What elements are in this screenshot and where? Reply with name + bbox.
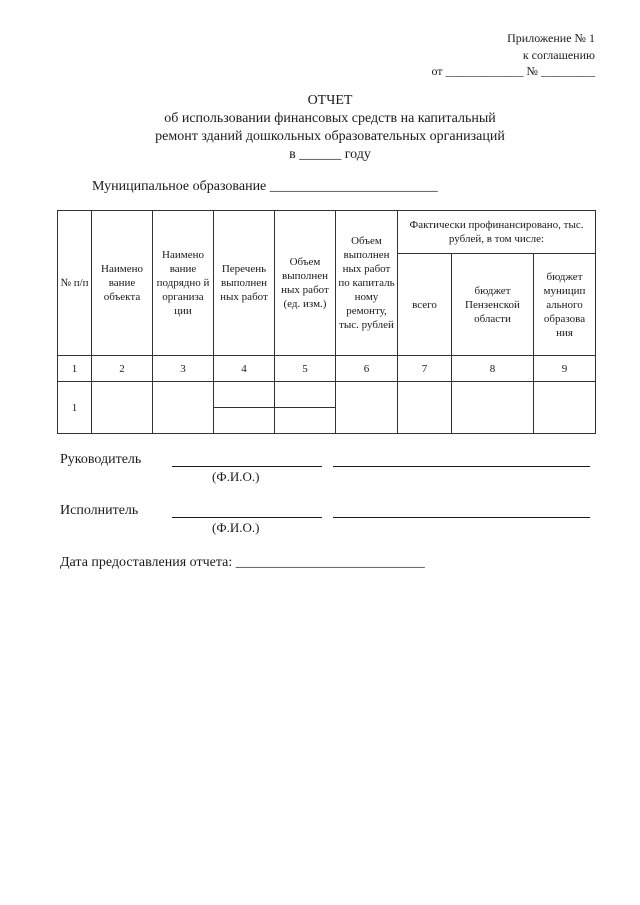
header-financed-group: Фактически профинансировано, тыс. рублей, в том числе: <box>398 211 596 254</box>
annex-agreement: к соглашению <box>522 48 595 62</box>
cell-works-list <box>214 382 275 408</box>
report-title: ОТЧЕТ <box>307 93 353 108</box>
report-year: в ______ году <box>289 147 371 162</box>
executor-name-line <box>172 517 322 518</box>
column-number: 6 <box>336 356 398 382</box>
column-number: 7 <box>398 356 452 382</box>
header-total: всего <box>398 254 452 356</box>
cell-works-volume <box>275 408 336 434</box>
cell-works-volume <box>275 382 336 408</box>
header-works-volume: Объем выполнен ных работ (ед. изм.) <box>275 211 336 356</box>
head-name-line <box>172 466 322 467</box>
executor-signature-line <box>333 517 590 518</box>
report-subtitle-line2: ремонт зданий дошкольных образовательных организаций <box>155 129 505 144</box>
column-number: 4 <box>214 356 275 382</box>
municipality-field: Муниципальное образование ________________________ <box>92 179 438 194</box>
head-signature-line <box>333 466 590 467</box>
cell-works-list <box>214 408 275 434</box>
cell-repair-volume <box>336 382 398 434</box>
executor-fio-caption: (Ф.И.О.) <box>212 520 260 535</box>
cell-total <box>398 382 452 434</box>
annex-date-number: от _____________ № _________ <box>431 64 595 78</box>
cell-object-name <box>92 382 153 434</box>
header-repair-volume: Объем выполнен ных работ по капиталь ному ремонту, тыс. рублей <box>336 211 398 356</box>
head-label: Руководитель <box>60 452 142 467</box>
head-fio-caption: (Ф.И.О.) <box>212 469 260 484</box>
header-regional-budget: бюджет Пензенской области <box>452 254 534 356</box>
report-title-block <box>60 92 600 164</box>
header-municipal-budget: бюджет муницип ального образова ния <box>534 254 596 356</box>
column-number: 3 <box>153 356 214 382</box>
cell-contractor <box>153 382 214 434</box>
cell-regional-budget <box>452 382 534 434</box>
header-contractor: Наимено вание подрядно й организа ции <box>153 211 214 356</box>
column-number: 1 <box>58 356 92 382</box>
report-table <box>57 210 596 434</box>
table-row <box>58 382 596 408</box>
header-number: № п/п <box>58 211 92 356</box>
header-works-list: Перечень выполнен ных работ <box>214 211 275 356</box>
column-number: 9 <box>534 356 596 382</box>
column-number: 5 <box>275 356 336 382</box>
report-subtitle-line1: об использовании финансовых средств на капитальный <box>164 111 496 126</box>
executor-label: Исполнитель <box>60 503 139 518</box>
annex-title: Приложение № 1 <box>507 31 595 45</box>
column-number: 8 <box>452 356 534 382</box>
header-object-name: Наимено вание объекта <box>92 211 153 356</box>
column-number: 2 <box>92 356 153 382</box>
column-numbers-row <box>58 356 596 382</box>
row-number: 1 <box>58 382 92 434</box>
cell-municipal-budget <box>534 382 596 434</box>
report-date-field: Дата предоставления отчета: ___________________________ <box>60 555 425 570</box>
